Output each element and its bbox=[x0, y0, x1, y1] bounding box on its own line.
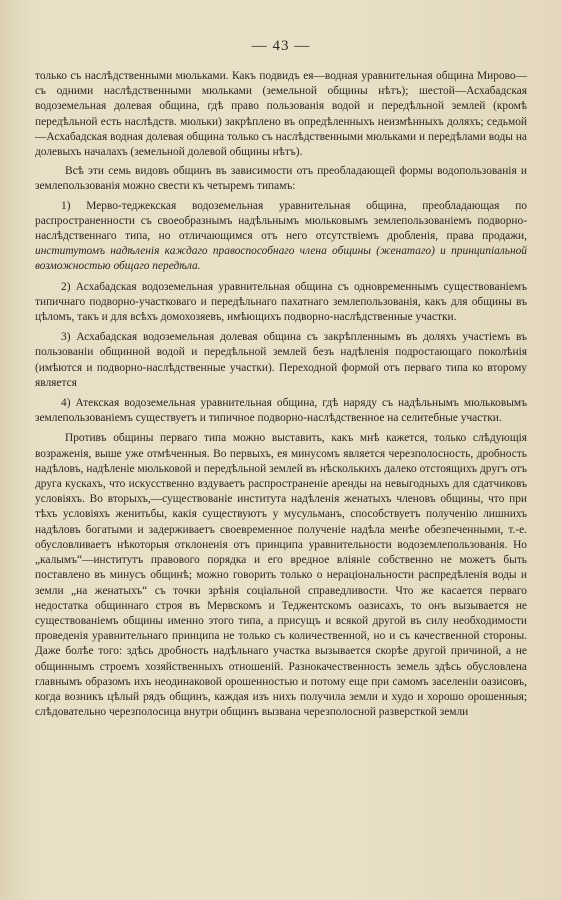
type-2-text: 2) Асхабадская водоземельная уравнительная община съ одновременнымъ существованіемъ типичнаго подворно-участковаго и передѣльнаго пахатнаго землепользованія, какъ для общины въ цѣломъ, такъ и для всѣхъ домохозяевъ, имѣющихъ подворно-наслѣдственные участки. bbox=[35, 280, 527, 324]
paragraph-objections: Противъ общины перваго типа можно выставить, какъ мнѣ кажется, только слѣдующія возраженія, выше уже отмѣченныя. Во первыхъ, ея минусомъ является черезполосность, дробность надѣловъ, надѣленіе мюльковой и передѣльной землей въ нѣсколькихъ далеко отстоящихъ другъ отъ друга кускахъ, что искусственно вздуваетъ распространеніе аренды на невыгодныхъ для сдатчиковъ условіяхъ. Во вторыхъ,—существованіе института надѣленія женатыхъ членовъ общины, что при тѣхъ условіяхъ женитьбы, какія существуютъ у мусульманъ, способствуетъ полученію лишнихъ надѣловъ богатыми и задерживаетъ своевременное полученіе надѣла менѣе обезпеченными, т.-е. обусловливаетъ нѣкоторыя отклоненія отъ принципа уравнительности водоземлепользованія. Но „калымъ“—институтъ правового порядка и его вредное вліяніе собственно не можетъ быть поставлено въ минусъ общинѣ; можно говорить только о нераціональности распредѣленія воды и земли „на женатыхъ“ съ точки зрѣнія соціальной справедливости. Что же касается перваго недостатка общиннаго строя въ Мервскомъ и Теджентскомъ оазисахъ, то онъ вызывается не существованіемъ общины именно этого типа, а присущъ и всякой другой въ силу необходимости проведенія уравнительнаго принципа не только съ количественной, но и съ качественной стороны. Даже болѣе того: здѣсь дробность надѣльнаго участка вызывается скорѣе другой причиной, а не общиннымъ строемъ хозяйственныхъ отношеній. Разнокачественность земель здѣсь обусловлена главнымъ образомъ ихъ неодинаковой орошенностью и потому еще при самомъ заселеніи оазисовъ, когда возникъ цѣлый рядъ общинъ, каждая изъ нихъ получила земли и худо и хорошо орошенныя; слѣдовательно черезполосица внутри общинъ вызвана черезполосной разверсткой земли bbox=[35, 432, 527, 719]
type-3-paragraph bbox=[35, 330, 527, 391]
type-1-text: 1) Мерво-теджекская водоземельная уравнительная община, преобладающая по распространенности съ своеобразнымъ надѣльнымъ мюльковымъ землепользованіемъ подворно-наслѣдственнаго типа, но отличающимся отъ него отсутствіемъ дробленія, права продажи, bbox=[35, 199, 527, 243]
type-1-paragraph bbox=[35, 199, 527, 275]
type-1-italic-text: институтомъ надѣленія каждаго правоспособнаго члена общины (женатаго) и принципіальной возможностью общаго передѣла. bbox=[35, 245, 527, 273]
type-2-paragraph bbox=[35, 280, 527, 326]
type-4-paragraph bbox=[35, 396, 527, 426]
page-body bbox=[35, 69, 527, 720]
paragraph-types-intro: Всѣ эти семь видовъ общинъ въ зависимости отъ преобладающей формы водопользованія и землепользованія можно свести къ четыремъ типамъ: bbox=[35, 165, 527, 193]
type-3-text: 3) Асхабадская водоземельная долевая община съ закрѣпленнымъ въ доляхъ участіемъ въ пользованіи общинной водой и передѣльной землей безъ надѣленія подростающаго поколѣнія (имѣются и подворно-наслѣдственные участки). Переходной формой отъ перваго типа ко второму является bbox=[35, 331, 527, 389]
type-4-text: 4) Атекская водоземельная уравнительная община, гдѣ наряду съ надѣльнымъ мюльковымъ землепользованіемъ существуетъ и типичное подворно-наслѣдственное на селитебные участки. bbox=[35, 397, 527, 425]
page-number: — 43 — bbox=[251, 38, 311, 54]
paragraph-continuation: только съ наслѣдственными мюльками. Какъ подвидъ ея—водная уравнительная община Мирово—съ одними наслѣдственными мюльками (земельной общины нѣтъ); шестой—Асхабадская водоземельная долевая община, гдѣ право пользованія водой и передѣльной землей (кромѣ передѣльной есть наслѣдств. мюльки) закрѣплено въ опредѣленныхъ неизмѣнныхъ доляхъ; седьмой—Асхабадская водная долевая община только съ наслѣдственными мюльками и передѣлами воды на долевыхъ началахъ (земельной долевой общины нѣтъ). bbox=[35, 70, 527, 159]
